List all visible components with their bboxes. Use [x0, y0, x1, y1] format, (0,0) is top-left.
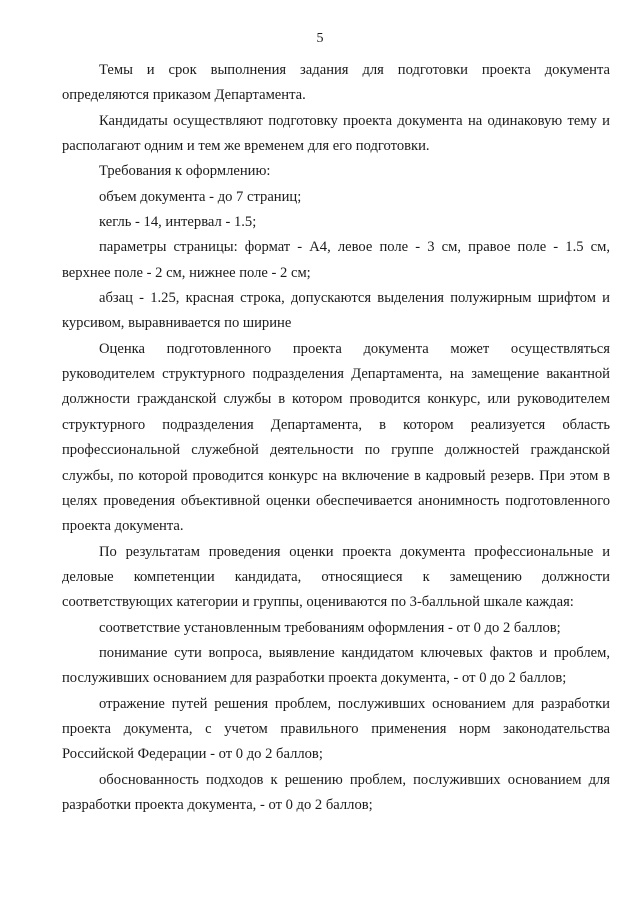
- paragraph-evaluation-by-head: Оценка подготовленного проекта документа может осуществляться руководителем структурного подразделения Департамента, на замещение вакантной должности гражданской службы в котором проводится конкурс, или руководителем структурного подразделения Департамента, в котором реализуется область профессиональной служебной деятельности по группе должностей гражданской службы, по которой проводится конкурс на включение в кадровый резерв. При этом в целях проведения объективной оценки обеспечивается анонимность подготовленного проекта документа.: [62, 340, 610, 535]
- document-body: [62, 58, 610, 818]
- paragraph-candidates-preparation: Кандидаты осуществляют подготовку проекта документа на одинаковую тему и располагают одним и тем же временем для его подготовки.: [62, 112, 610, 155]
- paragraph-document-volume: объем документа - до 7 страниц;: [99, 188, 302, 205]
- paragraph-criterion-justification: обоснованность подходов к решению проблем, послуживших основанием для разработки проекта документа, - от 0 до 2 баллов;: [62, 771, 610, 813]
- paragraph-criterion-formatting: соответствие установленным требованиям оформления - от 0 до 2 баллов;: [99, 619, 561, 636]
- paragraph-criterion-solutions: отражение путей решения проблем, послуживших основанием для разработки проекта документа, с учетом правильного применения норм законодательства Российской Федерации - от 0 до 2 баллов;: [62, 695, 610, 763]
- paragraph-task-topic: Темы и срок выполнения задания для подготовки проекта документа определяются приказом Департамента.: [62, 62, 610, 104]
- paragraph-indentation-rules: абзац - 1.25, красная строка, допускаются выделения полужирным шрифтом и курсивом, выравнивается по ширине: [62, 290, 610, 332]
- paragraph-format-requirements-heading: Требования к оформлению:: [99, 163, 271, 180]
- paragraph-criterion-understanding: понимание сути вопроса, выявление кандидатом ключевых фактов и проблем, послуживших основанием для разработки проекта документа, - от 0 до 2 баллов;: [62, 644, 610, 687]
- paragraph-assessment-scale: По результатам проведения оценки проекта документа профессиональные и деловые компетенции кандидата, относящиеся к замещению должности соответствующих категории и группы, оцениваются по 3-балльной шкале каждая:: [62, 543, 610, 611]
- paragraph-font-size-spacing: кегль - 14, интервал - 1.5;: [99, 214, 257, 231]
- page-number: 5: [316, 31, 324, 46]
- paragraph-page-parameters: параметры страницы: формат - А4, левое поле - 3 см, правое поле - 1.5 см, верхнее поле - 2 см, нижнее поле - 2 см;: [62, 239, 610, 281]
